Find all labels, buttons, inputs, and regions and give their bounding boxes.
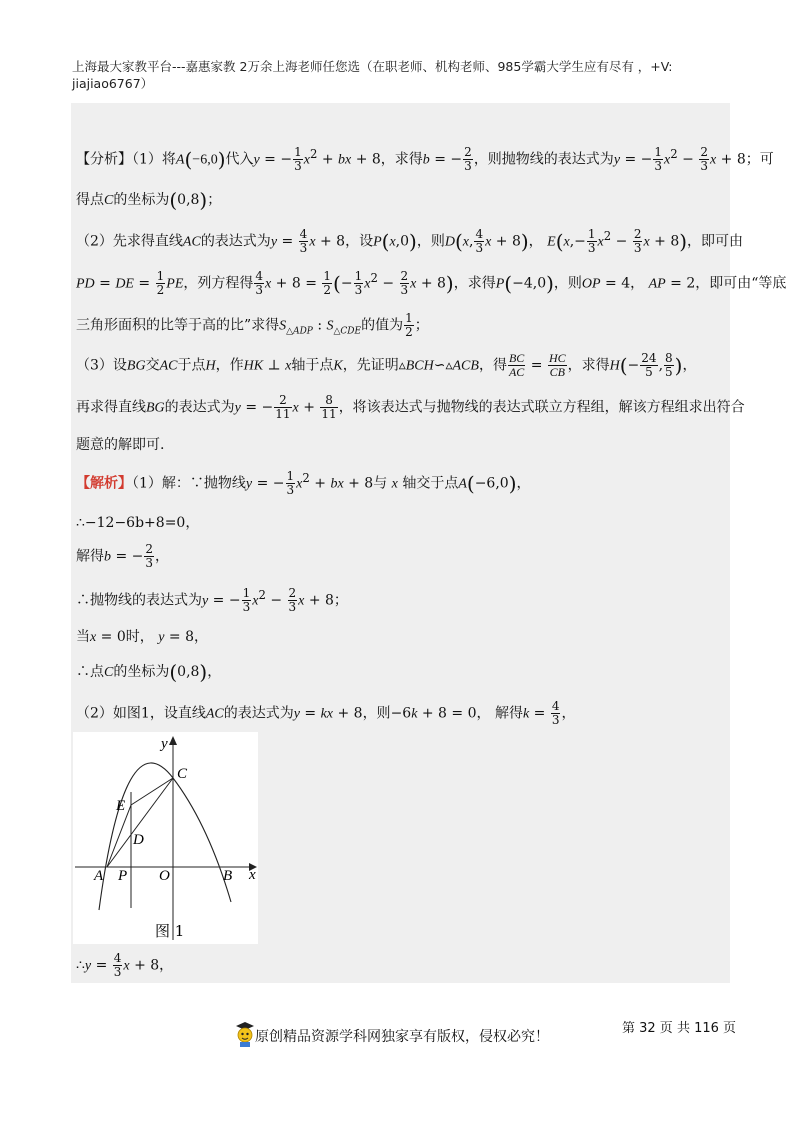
label-c: C bbox=[177, 766, 188, 782]
footer-copyright: 原创精品资源学科网独家享有版权，侵权必究！ bbox=[255, 1029, 549, 1045]
text: ，则抛物线的表达式为 bbox=[473, 151, 614, 168]
label-a: A bbox=[94, 868, 104, 884]
label-x: x bbox=[249, 867, 256, 883]
text: 的坐标为 bbox=[113, 192, 170, 208]
text: 得点 bbox=[76, 192, 104, 208]
line-ac bbox=[107, 778, 173, 867]
text: 交 bbox=[145, 357, 160, 374]
text: ，即可由 bbox=[687, 233, 744, 250]
figure-1-graph bbox=[73, 732, 258, 944]
label-e: E bbox=[116, 798, 126, 814]
text: ，列方程得 bbox=[183, 275, 254, 292]
solution-line-2: ∴−12−6b+8=0， bbox=[76, 515, 200, 531]
text: 轴于点 bbox=[291, 357, 334, 374]
text: ，则 bbox=[362, 705, 391, 722]
text: 于点 bbox=[177, 357, 206, 374]
text: （2）先求得直线 bbox=[76, 233, 183, 250]
text: ∴抛物线的表达式为 bbox=[76, 592, 202, 609]
figure-1 bbox=[73, 732, 258, 944]
text: 当 bbox=[76, 629, 90, 645]
text: （3）设 bbox=[76, 357, 127, 374]
analysis-line-5: 三角形面积的比等于高的比”求得$S_{\triangle ADP}$ : $S_{\triangle CDE}$的值为 $\frac{1}{2}$ ； bbox=[76, 311, 429, 339]
text: （1）将 bbox=[132, 151, 176, 168]
label-b: B bbox=[223, 868, 233, 884]
text: （2）如图1，设直线 bbox=[76, 705, 206, 722]
text: ，将该表达式与抛物线的表达式联立方程组，解该方程组求出符合 bbox=[338, 399, 745, 416]
text: ，则 bbox=[553, 275, 582, 292]
text: ，得 bbox=[478, 357, 507, 374]
text: ，作 bbox=[215, 357, 244, 374]
text: （1）解：∵抛物线 bbox=[132, 475, 246, 492]
text: ；可 bbox=[745, 151, 774, 168]
text: ，即可由“等底 bbox=[695, 275, 787, 292]
solution-line-5: 当x = 0时， y = 8， bbox=[76, 629, 208, 645]
analysis-line-2: 得点C的坐标为(0,8)； bbox=[76, 188, 222, 212]
header-line-2: jiajiao6767） bbox=[72, 76, 154, 91]
label-y: y bbox=[161, 736, 168, 752]
analysis-line-7: 再求得直线BG的表达式为y = − $\frac{2}{11}$ x + $\frac{8}{11}$ ，将该表达式与抛物线的表达式联立方程组，解该方程组求出符合 bbox=[76, 393, 745, 421]
mascot-icon bbox=[234, 1020, 256, 1048]
figure-caption: 图 1 bbox=[155, 922, 185, 940]
text: 的坐标为 bbox=[113, 664, 170, 680]
text: 轴交于点 bbox=[402, 475, 459, 492]
analysis-line-6: （3）设BG交AC于点H，作HK ⊥ x轴于点K，先证明▵BCH∽▵ACB，得 $\frac{BC}{AC}$ = $\frac{HC}{CB}$ ，求得H(− $\frac{24}{5}$ , $\frac{8}{5}$ )， bbox=[76, 351, 697, 379]
label-p: P bbox=[118, 868, 128, 884]
text: ，先证明 bbox=[342, 357, 399, 374]
analysis-line-4: PD = DE = $\frac{1}{2}$ PE，列方程得 $\frac{4}{3}$ x + 8 = $\frac{1}{2}$ (− $\frac{1}{3}$ $x^2$ − $\frac{2}{3}$ x + 8)，求得P(−4,0)，则OP = 4， AP = 2，即可由“等底 bbox=[76, 269, 787, 297]
page-number: 第 32 页 共 116 页 bbox=[622, 1021, 737, 1036]
text: 的表达式为 bbox=[223, 705, 294, 722]
analysis-line-1: 【分析】（1）将A(−6,0)代入y = − $\frac{1}{3}$ $x^2$ + bx + 8，求得b = − $\frac{2}{3}$ ，则抛物线的表达式为y = − $\frac{1}{3}$ $x^2$ − $\frac{2}{3}$ x + 8；可 bbox=[76, 145, 774, 173]
solution-line-7: （2）如图1，设直线AC的表达式为y = kx + 8，则−6k + 8 = 0， 解得k = $\frac{4}{3}$ ， bbox=[76, 699, 576, 727]
text: 时， bbox=[125, 629, 154, 645]
text: 解得 bbox=[76, 548, 104, 565]
solution-line-4: ∴抛物线的表达式为y = − $\frac{1}{3}$ $x^2$ − $\frac{2}{3}$ x + 8； bbox=[76, 586, 348, 614]
text: 的表达式为 bbox=[164, 399, 235, 416]
text: ，则 bbox=[416, 233, 445, 250]
text: 代入 bbox=[225, 151, 254, 168]
solution-line-3: 解得b = − $\frac{2}{3}$ ， bbox=[76, 542, 170, 570]
text: ，求得 bbox=[453, 275, 496, 292]
text: 再求得直线 bbox=[76, 399, 146, 416]
analysis-line-8 bbox=[76, 434, 164, 454]
text: ，设 bbox=[345, 233, 374, 250]
solution-line-1: 【解析】（1）解：∵抛物线y = − $\frac{1}{3}$ $x^2$ + bx + 8与 x 轴交于点A(−6,0)， bbox=[76, 469, 531, 497]
text: ，求得 bbox=[567, 357, 610, 374]
text: 的表达式为 bbox=[200, 233, 271, 250]
solution-line-6: ∴点C的坐标为(0,8)， bbox=[76, 660, 222, 684]
analysis-line-3: （2）先求得直线AC的表达式为y = $\frac{4}{3}$ x + 8，设P(x,0)，则D(x, $\frac{4}{3}$ x + 8)， E(x,− $\frac{1}{3}$ $x^2$ − $\frac{2}{3}$ x + 8)，即可由 bbox=[76, 227, 744, 255]
line-ec bbox=[131, 778, 173, 805]
y-axis-arrow bbox=[169, 736, 177, 745]
text: ，求得 bbox=[380, 151, 423, 168]
analysis-tag: 【分析】 bbox=[76, 151, 132, 168]
label-o: O bbox=[159, 868, 170, 884]
line-ae bbox=[107, 805, 131, 867]
text: ∴点 bbox=[76, 664, 104, 680]
label-d: D bbox=[133, 832, 144, 848]
text: ∴ bbox=[76, 957, 85, 974]
solution-line-8: ∴y = $\frac{4}{3}$ x + 8， bbox=[76, 951, 174, 979]
header-line-1: 上海最大家教平台---嘉惠家教 2万余上海老师任您选（在职老师、机构老师、985学霸大学生应有尽有 ，+V: bbox=[72, 59, 673, 74]
text: 的值为 bbox=[361, 317, 404, 334]
solution-tag: 【解析】 bbox=[76, 475, 132, 492]
text: 与 bbox=[373, 475, 388, 492]
page-header bbox=[72, 58, 732, 92]
text: ， 解得 bbox=[476, 705, 523, 722]
text: 题意的解即可. bbox=[76, 437, 165, 453]
text: 三角形面积的比等于高的比”求得 bbox=[76, 317, 280, 334]
